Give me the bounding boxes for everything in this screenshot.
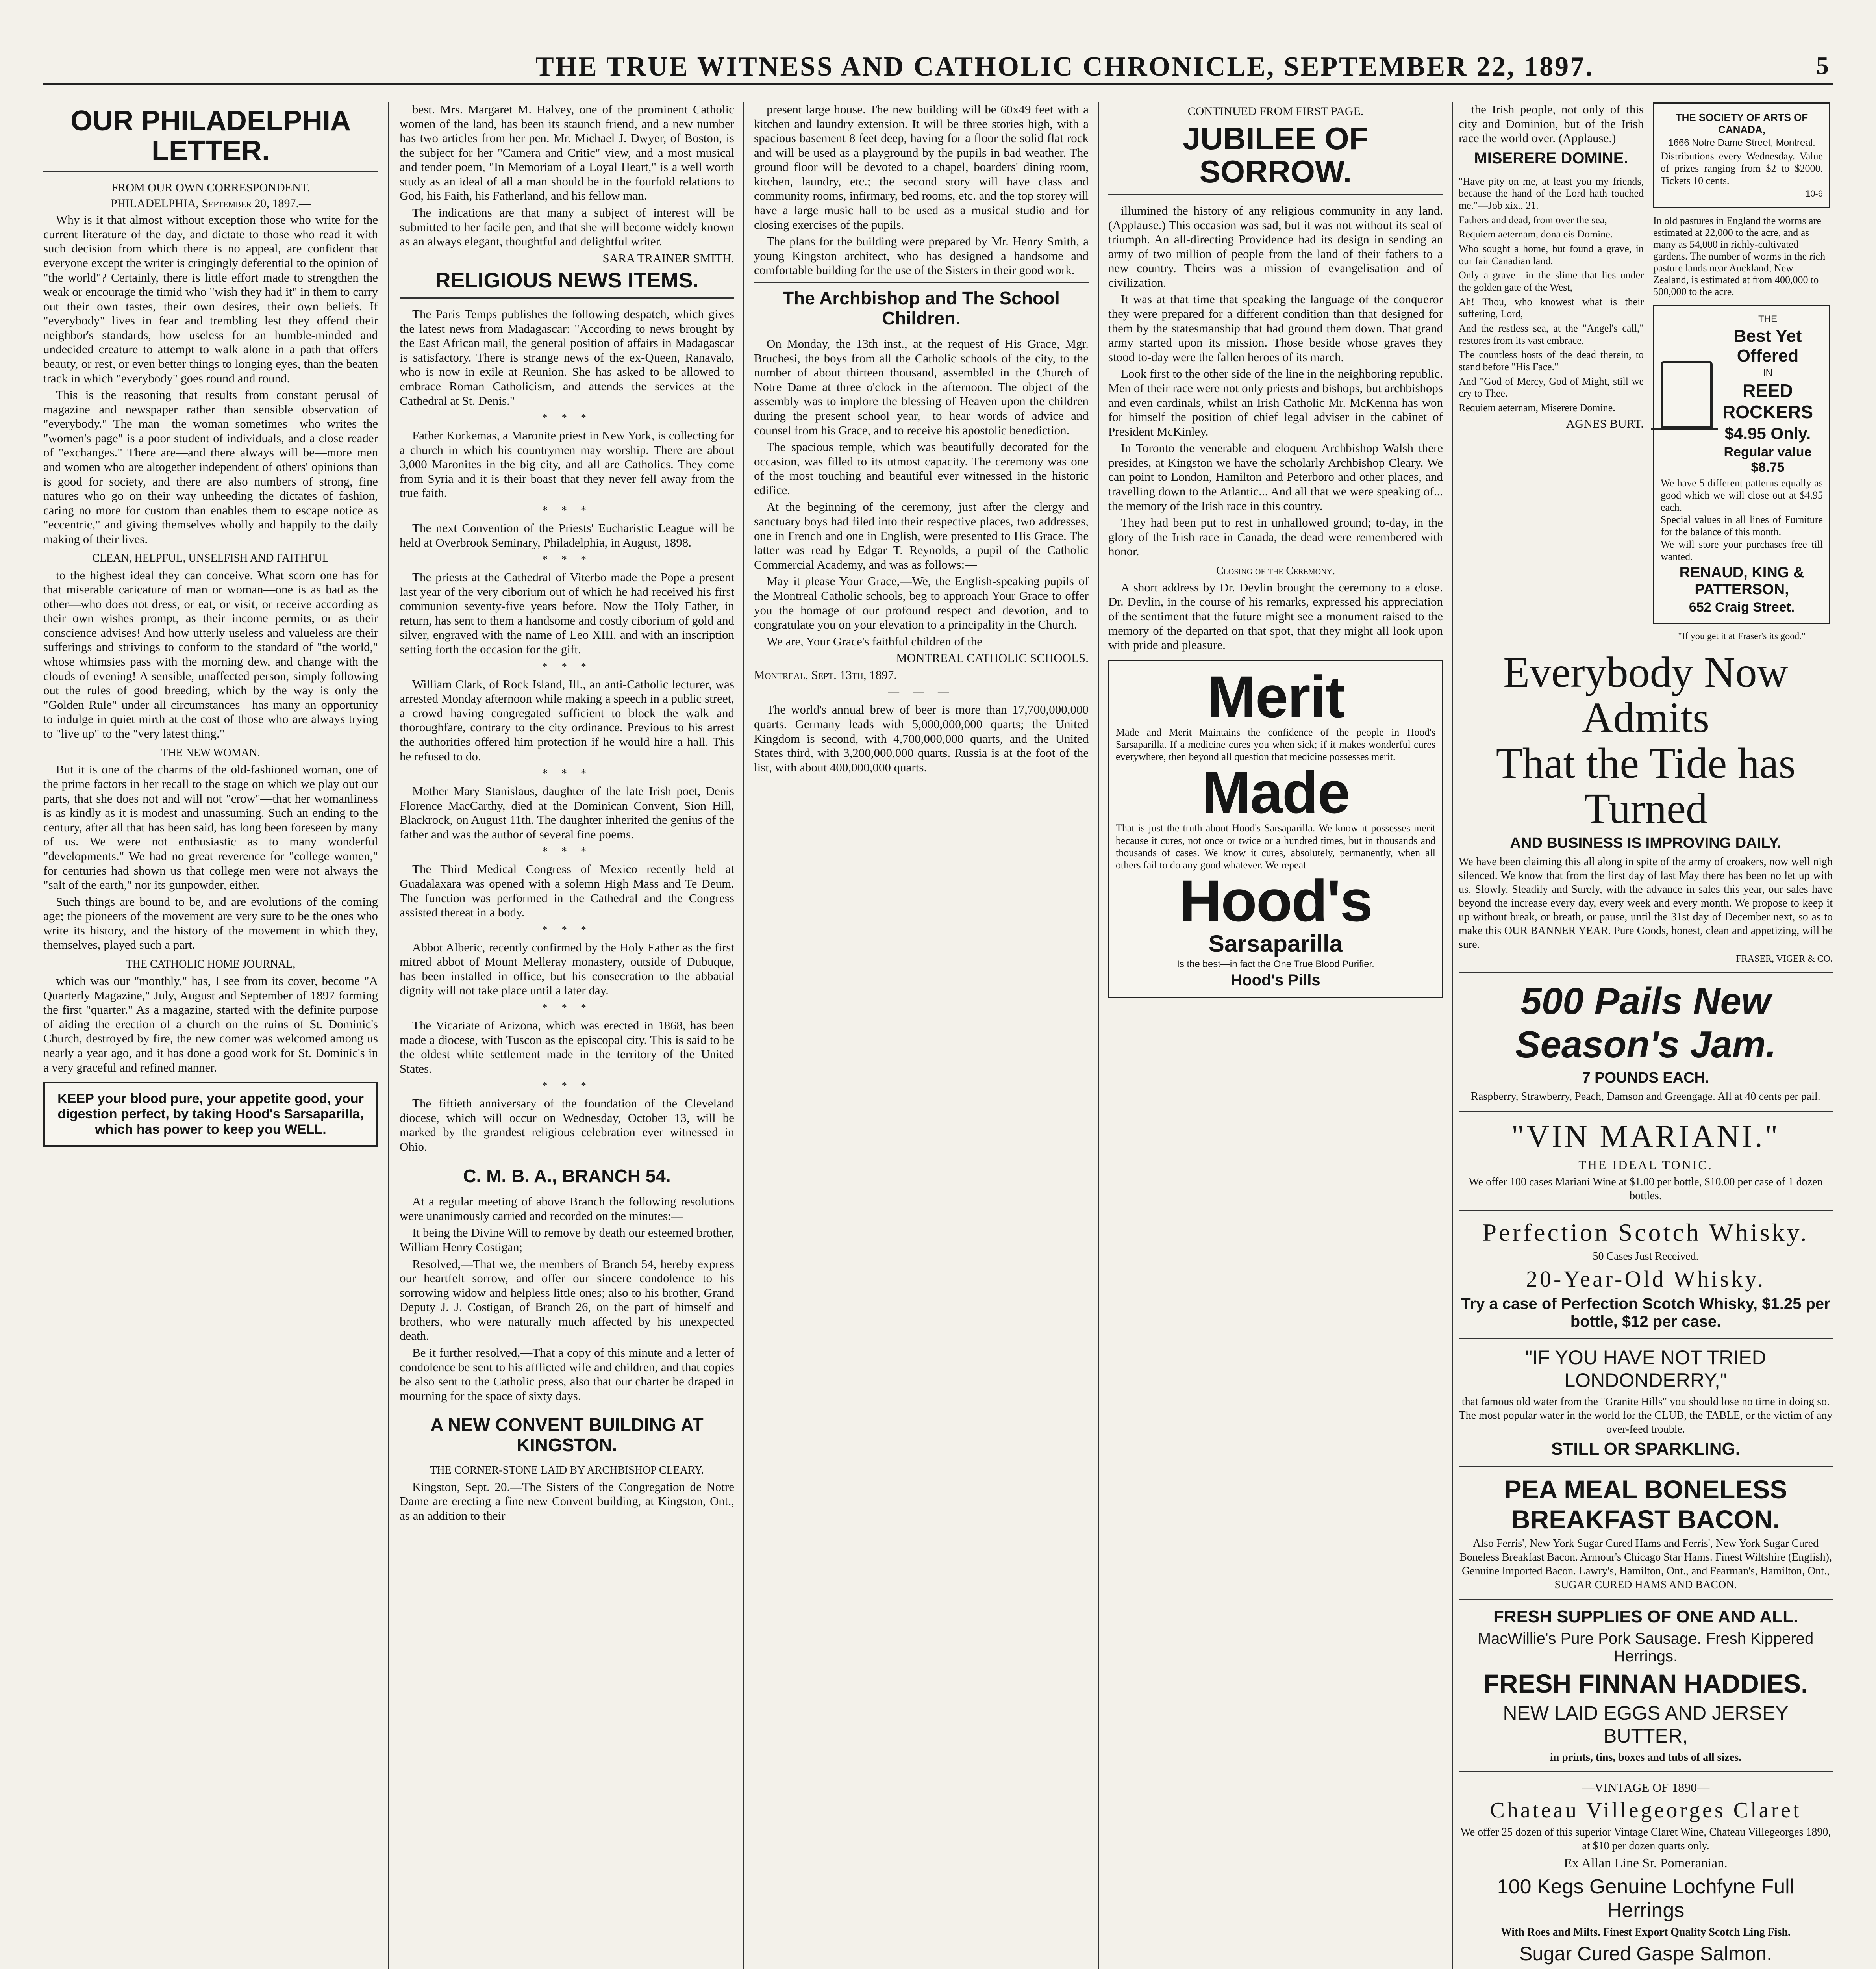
- ad-tagline: Is the best—in fact the One True Blood Purifier.: [1177, 959, 1374, 970]
- masthead-title: THE TRUE WITNESS AND CATHOLIC CHRONICLE, SEPTEMBER 22, 1897.: [535, 52, 1594, 82]
- news-item: The Vicariate of Arizona, which was erected in 1868, has been made a diocese, with Tuscon as the episcopal city. This is said to be the oldest white settlement made in the territory of the United States.: [400, 1018, 734, 1075]
- paragraph: This is the reasoning that results from constant perusal of magazine and newspaper rather than sensible observation of "everybody." The man—the woman sometimes—who writes the "women's page" is a poor student of individuals, and a close reader of "exchanges." There are—and there always will be—more men and women who are altogether independent of others' opinions than is good for society, and there are also numbers of strong, fine natures who go on their way unheeding the dictates of fashion, caring no more for custom than enables them to escape notice as "eccentric," and giving themselves wholly and happily to the daily making of their lives.: [43, 388, 378, 546]
- dateline: PHILADELPHIA, September 20, 1897.—: [110, 197, 311, 210]
- bacon-headline: PEA MEAL BONELESS BREAKFAST BACON.: [1504, 1474, 1787, 1534]
- ad-word-made: Made: [1202, 759, 1350, 826]
- article-heading: The Archbishop and The School Children.: [754, 282, 1089, 328]
- column-3: [754, 102, 1089, 1969]
- poem-line: Requiem aeternam, dona eis Domine.: [1459, 228, 1613, 240]
- news-item: The next Convention of the Priests' Eucharistic League will be held at Overbrook Seminary, Philadelphia, in August, 1898.: [400, 521, 734, 549]
- poem-line: "Have pity on me, at least you my friends, because the hand of the Lord hath touched me."—Job xix., 21.: [1459, 175, 1644, 211]
- article-heading: C. M. B. A., BRANCH 54.: [463, 1165, 671, 1186]
- ad-headline: That the Tide has Turned: [1496, 739, 1796, 833]
- poem-line: And "God of Mercy, God of Might, still we cry to Thee.: [1459, 375, 1644, 399]
- column-rule: [388, 102, 389, 1969]
- news-item: Mother Mary Stanislaus, daughter of the late Irish poet, Denis Florence MacCarthy, died at the Dominican Convent, Sion Hill, Blackrock, on August 11th. The daughter inherited the genius of the father and was the author of several fine poems.: [400, 784, 734, 841]
- salmon-headline: Sugar Cured Gaspe Salmon.: [1519, 1943, 1772, 1965]
- byline: FROM OUR OWN CORRESPONDENT.: [111, 181, 310, 195]
- paragraph: At the beginning of the ceremony, just after the clergy and sanctuary boys had filed into their respective places, two addresses, one in French and one in English, were presented to His Grace. The latter was read by Edgar T. Reynolds, a pupil of the Catholic Commercial Academy, and was as follows:—: [754, 500, 1089, 571]
- subheading: Closing of the Ceremony.: [1216, 564, 1335, 577]
- poem-line: Fathers and dead, from over the sea,: [1459, 214, 1607, 226]
- kegs-sub: With Roes and Milts. Finest Export Quality Scotch Ling Fish.: [1500, 1926, 1791, 1939]
- continued-note: CONTINUED FROM FIRST PAGE.: [1187, 105, 1364, 118]
- vintage-line: —VINTAGE OF 1890—: [1582, 1780, 1710, 1795]
- right-ads: [1653, 102, 1830, 642]
- ad-word-hoods: Hood's: [1179, 868, 1372, 934]
- column-1: [43, 102, 378, 1969]
- separator: * * *: [542, 1002, 592, 1014]
- ad-pills: Hood's Pills: [1231, 972, 1320, 989]
- column-2: [400, 102, 734, 1969]
- news-item: The Paris Temps publishes the following despatch, which gives the latest news from Madagascar: "According to news brought by the East African mail, the general position of affairs in Madagascar is satisfactory. There is strange news of the ex-Queen, Ranavalo, who is now in exile at Reunion. She has asked to be allowed to embrace Roman Catholicism, and attends the services at the Cathedral at St. Denis.": [400, 307, 734, 408]
- paragraph: On Monday, the 13th inst., at the request of His Grace, Mgr. Bruchesi, the boys from all the Catholic schools of the city, to the number of about thirteen thousand, assembled in the Church of Notre Dame at three o'clock in the afternoon. The object of the assembly was to implore the blessing of Heaven upon the children during the present school year,—to hear words of advice and counsel from his Grace, and to receive his apostolic benediction.: [754, 337, 1089, 437]
- paragraph: At a regular meeting of above Branch the following resolutions were unanimously carried and recorded on the minutes:—: [400, 1194, 734, 1223]
- subheading: CLEAN, HELPFUL, UNSELFISH AND FAITHFUL: [92, 552, 329, 565]
- finnan-headline: FRESH FINNAN HADDIES.: [1483, 1669, 1808, 1698]
- separator: * * *: [542, 504, 592, 517]
- poem-line: The countless hosts of the dead therein, to stand before "His Face.": [1459, 349, 1644, 373]
- divider: [1459, 1338, 1833, 1339]
- fraser-note: "If you get it at Fraser's its good.": [1678, 631, 1806, 642]
- paragraph: The plans for the building were prepared by Mr. Henry Smith, a young Kingston architect, who has designed a handsome and comfortable building for the use of the Sisters in their good work.: [754, 234, 1089, 277]
- ad-text: We have been claiming this all along in spite of the army of croakers, now well nigh silenced. We know that from the first day of last May there has been no let up with us. Slowly, Steadily and Surely, with the advance in sales this year, our sales have beyond the increase every day, every week and every month. We propose to keep it up without break, or breath, or pause, until the 31st day of December next, so as to make this OUR BANNER YEAR. Pure Goods, honest, clean and appetizing, will be sure.: [1459, 855, 1833, 951]
- vin-headline: "VIN MARIANI.": [1511, 1119, 1780, 1154]
- paragraph: Be it further resolved,—That a copy of this minute and a letter of condolence be sent to his afflicted wife and children, and that copies be also sent to the Catholic press, also that our charter be draped in mourning for the space of sixty days.: [400, 1346, 734, 1403]
- divider: [1459, 972, 1833, 973]
- divider: [1459, 1466, 1833, 1467]
- poem-signature: AGNES BURT.: [1566, 416, 1644, 430]
- kegs-headline: 100 Kegs Genuine Lochfyne Full Herrings: [1497, 1875, 1795, 1922]
- ad-address: 652 Craig Street.: [1689, 599, 1795, 615]
- rocking-chair-icon: [1661, 361, 1713, 428]
- column-rule: [743, 102, 744, 1969]
- paragraph: Kingston, Sept. 20.—The Sisters of the Congregation de Notre Dame are erecting a fine new Convent building, at Kingston, Ont., as an addition to their: [400, 1480, 734, 1522]
- pomeranian-line: Ex Allan Line Sr. Pomeranian.: [1564, 1856, 1728, 1871]
- column-rule: [1098, 102, 1099, 1969]
- hoods-sarsaparilla-ad: [1108, 660, 1443, 998]
- bacon-text: Also Ferris', New York Sugar Cured Hams and Ferris', New York Sugar Cured Boneless Breakfast Bacon. Armour's Chicago Star Hams. Finest Wiltshire (English), Genuine Imported Bacon. Lawry's, Hamilton, Ont., and Fearman's, Hamilton, Ont., SUGAR CURED HAMS AND BACON.: [1459, 1537, 1832, 1591]
- ad-text: That is just the truth about Hood's Sarsaparilla. We know it possesses merit because it cures, not once or twice or a hundred times, but in thousands and thousands of cases. We know it cures, absolutely, permanently, when all others fail to do any good whatever. We repeat: [1116, 822, 1435, 871]
- news-item: The Third Medical Congress of Mexico recently held at Guadalaxara was opened with a solemn High Mass and Te Deum. The function was performed in the Cathedral and the Congress assisted thereat in a body.: [400, 862, 734, 920]
- poem-line: Only a grave—in the slime that lies under the golden gate of the West,: [1459, 269, 1644, 293]
- paragraph: the Irish people, not only of this city and Dominion, but of the Irish race the world over. (Applause.): [1459, 102, 1644, 145]
- paragraph: best. Mrs. Margaret M. Halvey, one of the prominent Catholic women of the land, has been its staunch friend, and a new number has two articles from her pen. Mr. Michael J. Dwyer, of Boston, is the subject for her "Camera and Critic" view, and a most musical and tender poem, "In Memoriam of a Loyal Heart," is a well worth study as an ideal of all a man should be in the fourfold relations to God, his Faith, his Fatherland, and his fellow man.: [400, 102, 734, 203]
- article-heading: JUBILEE OF SORROW.: [1108, 122, 1443, 195]
- ad-headline: Everybody Now Admits: [1503, 648, 1789, 742]
- separator: * * *: [542, 1080, 592, 1092]
- page-number: 5: [1816, 52, 1829, 80]
- divider: [1459, 1599, 1833, 1600]
- paragraph: to the highest ideal they can conceive. What scorn one has for that miserable caricature of man or woman—one is as bad as the other—who does not dress, or eat, or visit, or receive according as their own wishes prompt, as their income permits, or as their conscience advises! And how utterly useless and valueless are their sufferings and strivings to conform to the standard of "the world," whose whimsies pass with the morning dew, and change with the clouds of evening! A sensible, unaffected person, simply following out the rules of good breeding, which by the way is only the "Golden Rule" under all circumstances—has many an opportunity to indulge in quiet mirth at the cost of those who are always trying to "live up" to the "very latest thing.": [43, 568, 378, 740]
- ad-word-sarsaparilla: Sarsaparilla: [1208, 931, 1343, 957]
- vin-note: We offer 100 cases Mariani Wine at $1.00 per bottle, $10.00 per case of 1 dozen bottles.: [1469, 1175, 1823, 1202]
- ad-text: We will store your purchases free till wanted.: [1661, 538, 1823, 562]
- subheading: THE NEW WOMAN.: [161, 747, 260, 759]
- ad-headline: Best Yet Offered: [1733, 326, 1802, 365]
- ad-text: IN: [1763, 367, 1772, 378]
- poem-line: Who sought a home, but found a grave, in our fair Canadian land.: [1459, 243, 1644, 267]
- eggs-headline: NEW LAID EGGS AND JERSEY BUTTER,: [1503, 1702, 1789, 1747]
- separator: — — —: [888, 686, 954, 699]
- news-item: The priests at the Cathedral of Viterbo made the Pope a present last year of the very ciborium out of which he had received his first communion seventy-five years before. Now the Holy Father, in return, has sent to them a handsome and costly ciborium of gold and silver, engraved with the name of Leo XIII. and with an inscription setting forth the occasion for the gift.: [400, 570, 734, 656]
- paragraph: Such things are bound to be, and are evolutions of the coming age; the pioneers of the movement are very sure to be the ones who write its history, and the history of the movement in which they, themselves, played such a part.: [43, 894, 378, 952]
- claret-text: We offer 25 dozen of this superior Vintage Claret Wine, Chateau Villegeorges 1890, at $10 per dozen quarts only.: [1460, 1826, 1831, 1852]
- subheading: THE CORNER-STONE LAID BY ARCHBISHOP CLEARY.: [430, 1464, 704, 1476]
- paragraph: A short address by Dr. Devlin brought the ceremony to a close. Dr. Devlin, in the course of his remarks, expressed his appreciation of the sentiment that the future might see a monument raised to the memory of the departed on that spot, that they might all look upon with pride and pleasure.: [1108, 580, 1443, 652]
- separator: * * *: [542, 660, 592, 673]
- poem-line: Ah! Thou, who knowest what is their suffering, Lord,: [1459, 296, 1644, 320]
- column-rule: [1452, 102, 1453, 1969]
- eggs-sub: in prints, tins, boxes and tubs of all sizes.: [1550, 1751, 1742, 1763]
- jam-list: Raspberry, Strawberry, Peach, Damson and Greengage. All at 40 cents per pail.: [1471, 1090, 1820, 1103]
- divider: [1459, 1210, 1833, 1211]
- paragraph: Why is it that almost without exception those who write for the current literature of the day, and dictate to those who read it with such decision from which there is no appeal, are confident that everyone except the writer is cringingly deferential to the opinion of "the world"? Certainly, there is little effort made to strengthen the weak or encourage the timid who "wish they had it" in them to carry out their own tastes, their own desires, their own beliefs. If "everybody" lives in fear and trembling lest they offend their neighbor's standards, how useless for an humble-minded and undecided creature to attempt to walk alone in a path that offers beauty, or rest, or even better things to longing eyes, than the beaten track in which "everybody" goes round and round.: [43, 213, 378, 385]
- article-heading: OUR PHILADELPHIA LETTER.: [43, 106, 378, 172]
- paragraph: We are, Your Grace's faithful children of the: [767, 634, 982, 648]
- vin-sub: THE IDEAL TONIC.: [1578, 1157, 1713, 1172]
- whisky-try: Try a case of Perfection Scotch Whisky, $1.25 per bottle, $12 per case.: [1461, 1295, 1830, 1330]
- subheading: THE CATHOLIC HOME JOURNAL,: [126, 958, 296, 970]
- ad-text: Made and Merit Maintains the confidence of the people in Hood's Sarsaparilla. If a medicine cures you when sick; if it makes wonderful cures everywhere, then beyond all question that medicine possesses merit.: [1116, 726, 1435, 763]
- paragraph: It was at that time that speaking the language of the conqueror they were prepared for a different condition than that designed for them by the statesmanship that had ground them down. That grand army started upon its mission. Those beside whose graves they stood to-day were the fallen heroes of its march.: [1108, 292, 1443, 364]
- ad-title: THE SOCIETY OF ARTS OF CANADA,: [1675, 111, 1808, 135]
- londonderry-sub: STILL OR SPARKLING.: [1551, 1439, 1740, 1459]
- ad-price: $4.95 Only.: [1724, 424, 1811, 443]
- poem-line: Requiem aeternam, Miserere Domine.: [1459, 402, 1615, 414]
- column-4: [1108, 102, 1443, 1969]
- society-of-arts-ad: [1653, 102, 1830, 208]
- paragraph: But it is one of the charms of the old-fashioned woman, one of the prime factors in her recall to the stage on which we play out our parts, that she does not and will not "crow"—that her womanliness is as kindly as it is modest and unassuming. Such an ending to the century, after all that has been said, has long been foreseen by many of us. We were not enthusiastic as to many wonderful "developments." We had no great reverence for "college women," for centuries had shown us that college men were not always the "salt of the earth," nor its gunpowder, either.: [43, 762, 378, 892]
- news-item: Abbot Alberic, recently confirmed by the Holy Father as the first mitred abbot of Mount Melleray monastery, outside of Dubuque, has been installed in office, but his consecration to the abbatial dignity will not take place until a later day.: [400, 940, 734, 997]
- paragraph: Look first to the other side of the line in the neighboring republic. Men of their race were not only priests and bishops, but archbishops and even cardinals, whilst an Irish Catholic Mr. McKenna has won for himself the position of chief legal adviser in the cabinet of President McKinley.: [1108, 367, 1443, 438]
- ad-code: 10-6: [1805, 188, 1823, 198]
- column-5: [1459, 102, 1833, 1969]
- sausage-line: MacWillie's Pure Pork Sausage. Fresh Kippered Herrings.: [1478, 1630, 1814, 1665]
- article-heading: RELIGIOUS NEWS ITEMS.: [400, 269, 734, 299]
- poem-heading: MISERERE DOMINE.: [1474, 149, 1628, 167]
- paragraph: The spacious temple, which was beautifully decorated for the occasion, was filled to its utmost capacity. The ceremony was one of the most touching and beautiful ever witnessed in the historic edifice.: [754, 440, 1089, 497]
- poem-line: And the restless sea, at the "Angel's call," restores from its vast embrace,: [1459, 323, 1644, 346]
- paragraph: which was our "monthly," has, I see from its cover, become "A Quarterly Magazine," July, August and September of 1897 forming the first "quarter." As a magazine, started with the definite purpose of aiding the erection of a church on the ruins of St. Dominic's Church, destroyed by fire, the new comer was welcomed among us nearly a year ago, and it has done a good work for St. Dominic's in a very graceful and refined manner.: [43, 974, 378, 1074]
- worms-note: In old pastures in England the worms are estimated at 22,000 to the acre, and as many as 54,000 in richly-cultivated gardens. The number of worms in the rich pasture lands near Auckland, New Zealand, is estimated at from 400,000 to 500,000 to the acre.: [1653, 215, 1826, 297]
- paragraph: The world's annual brew of beer is more than 17,700,000,000 quarts. Germany leads with 5,000,000,000 quarts; the United Kingdom is second, with 4,700,000,000 quarts, and the United States third, with 3,200,000,000 quarts. Russia is at the foot of the list, with about 400,000,000 quarts.: [754, 703, 1089, 774]
- whisky-note: 50 Cases Just Received.: [1593, 1250, 1699, 1263]
- separator: * * *: [542, 412, 592, 425]
- divider: [1459, 1771, 1833, 1772]
- claret-headline: Chateau Villegeorges Claret: [1490, 1798, 1802, 1823]
- ad-text: We have 5 different patterns equally as good which we will close out at $4.95 each.: [1661, 477, 1823, 513]
- ad-text: KEEP your blood pure, your appetite good, your digestion perfect, by taking Hood's Sarsaparilla, which has power to keep you WELL.: [57, 1091, 364, 1137]
- news-item: William Clark, of Rock Island, Ill., an anti-Catholic lecturer, was arrested Monday afternoon while making a speech in a public street, a crowd having congregated sufficient to block the walk and thoroughfare, contrary to the city ordinance. Previous to his arrest the authorities offered him protection if he would hire a hall. This he refused to do.: [400, 677, 734, 763]
- ad-text: Distributions every Wednesday. Value of prizes ranging from $2 to $2000. Tickets 10 cents.: [1661, 150, 1823, 187]
- ad-text: THE: [1758, 313, 1777, 324]
- separator: * * *: [542, 554, 592, 566]
- fraser-viger-ad: [1459, 650, 1833, 1969]
- signature: SARA TRAINER SMITH.: [602, 251, 734, 265]
- whisky-sub: 20-Year-Old Whisky.: [1526, 1266, 1765, 1292]
- news-item: The fiftieth anniversary of the foundation of the Cleveland diocese, which will occur on Wednesday, October 13, will be marked by the grandest religious celebration ever witnessed in Ohio.: [400, 1096, 734, 1154]
- ad-signature: FRASER, VIGER & CO.: [1736, 953, 1833, 964]
- masthead: [43, 51, 1833, 85]
- paragraph: illumined the history of any religious community in any land. (Applause.) This occasion was sad, but it was not without its seal of triumph. An all-directing Providence had its design in sending an army of two million of people from the land of their fathers to a new country. Theirs was a mission of evangelisation and of civilization.: [1108, 204, 1443, 289]
- ad-word-merit: Merit: [1207, 663, 1344, 730]
- paragraph: It being the Divine Will to remove by death our esteemed brother, William Henry Costigan;: [400, 1226, 734, 1254]
- ad-text: Special values in all lines of Furniture for the balance of this month.: [1661, 514, 1823, 538]
- jam-headline: 500 Pails New Season's Jam.: [1515, 980, 1776, 1066]
- separator: * * *: [542, 768, 592, 780]
- ad-subheadline: AND BUSINESS IS IMPROVING DAILY.: [1510, 834, 1782, 851]
- fresh-supplies: FRESH SUPPLIES OF ONE AND ALL.: [1493, 1607, 1798, 1626]
- paragraph: The indications are that many a subject of interest will be submitted to her facile pen, and that she will become widely known as an always elegant, thoughtful and delightful writer.: [400, 206, 734, 248]
- ad-firm: RENAUD, KING & PATTERSON,: [1679, 564, 1804, 598]
- paragraph: In Toronto the venerable and eloquent Archbishop Walsh there presides, at Kingston we have the scholarly Archbishop Cleary. We can point to London, Hamilton and Peterboro and other places, and travelling down to the Atlantic... And all that we were speaking of... the memory of the Irish race in this country.: [1108, 441, 1443, 513]
- signature: MONTREAL CATHOLIC SCHOOLS.: [896, 651, 1089, 665]
- separator: * * *: [542, 923, 592, 936]
- news-item: Father Korkemas, a Maronite priest in New York, is collecting for a church in which his countrymen may worship. There are about 3,000 Maronites in the big city, and all are Catholics. They come from Syria and it is their boast that they never fell away from the true faith.: [400, 428, 734, 500]
- jam-sub: 7 POUNDS EACH.: [1582, 1069, 1709, 1086]
- ad-address: 1666 Notre Dame Street, Montreal.: [1668, 137, 1815, 148]
- reed-rockers-ad: [1653, 305, 1830, 624]
- londonderry-headline: "IF YOU HAVE NOT TRIED LONDONDERRY,": [1525, 1346, 1766, 1391]
- hoods-ad-small: [43, 1082, 378, 1147]
- article-heading: A NEW CONVENT BUILDING AT KINGSTON.: [430, 1415, 704, 1455]
- whisky-headline: Perfection Scotch Whisky.: [1482, 1218, 1809, 1246]
- ad-headline: REED ROCKERS: [1722, 380, 1813, 422]
- separator: * * *: [542, 845, 592, 858]
- paragraph: May it please Your Grace,—We, the English-speaking pupils of the Montreal Catholic schools, beg to approach Your Grace to offer you the homage of our profound respect and devotion, and to congratulate you on your elevation to a principality in the Church.: [754, 574, 1089, 632]
- ad-regular-price: Regular value $8.75: [1724, 444, 1812, 475]
- paragraph: Resolved,—That we, the members of Branch 54, hereby express our heartfelt sorrow, and offer our sincere condolence to his sorrowing widow and helpless little ones; also to his brother, Grand Deputy J. J. Costigan, of Branch 26, on the part of himself and brothers, who were naturally much affected by his unexpected death.: [400, 1257, 734, 1343]
- paragraph: present large house. The new building will be 60x49 feet with a kitchen and laundry extension. It will be three stories high, with a spacious basement 8 feet deep, having for a floor the solid flat rock and will be used as a playground by the pupils in bad weather. The ground floor will be devoted to a chapel, boarders' dining room, kitchen, laundry, etc.; the second story will have class and community rooms, infirmary, bed rooms, etc. and the top storey will have a large music hall to be used as a musical studio and for closing exercises of the pupils.: [754, 102, 1089, 232]
- londonderry-text: that famous old water from the "Granite Hills" you should lose no time in doing so. The most popular water in the world for the CLUB, the TABLE, or the victim of any over-feed trouble.: [1459, 1395, 1833, 1435]
- divider: [1459, 1111, 1833, 1112]
- poem-column: [1459, 102, 1644, 642]
- paragraph: They had been put to rest in unhallowed ground; to-day, in the glory of the Irish race in Canada, the dead were remembered with honor.: [1108, 515, 1443, 558]
- date: Montreal, Sept. 13th, 1897.: [754, 667, 897, 682]
